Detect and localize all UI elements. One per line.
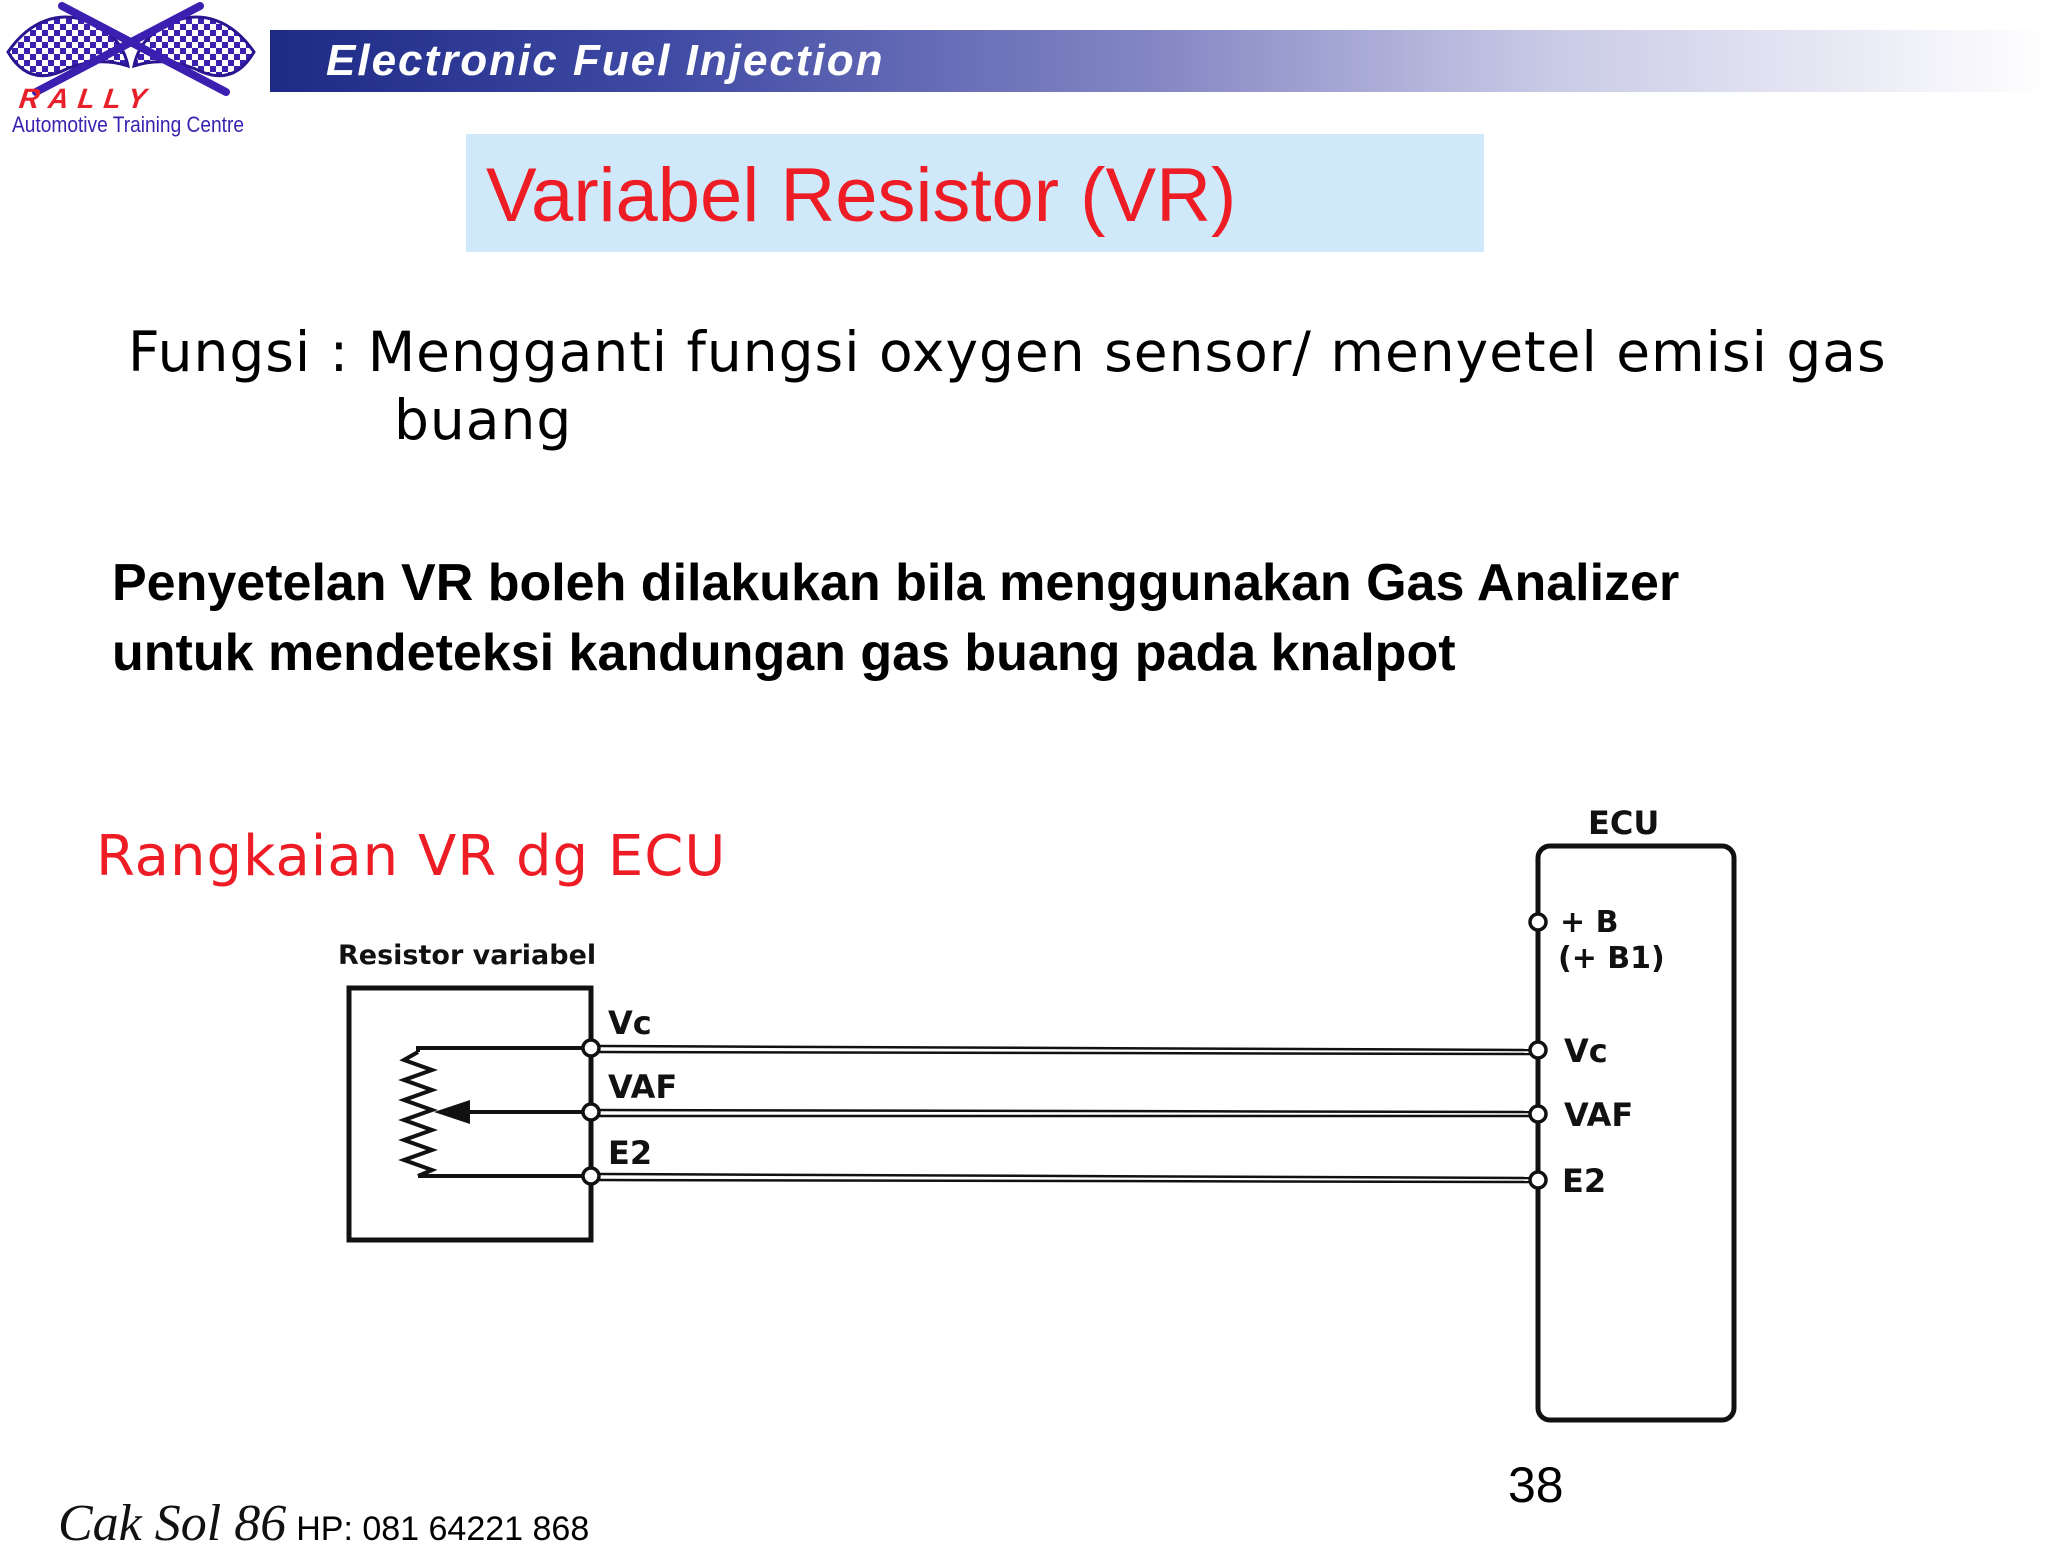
adjustment-note-line-2: untuk mendeteksi kandungan gas buang pada knalpot xyxy=(112,624,1456,682)
fungsi-line-1: Fungsi : Mengganti fungsi oxygen sensor/ menyetel emisi gas xyxy=(128,320,1887,384)
slide-title: Variabel Resistor (VR) xyxy=(486,153,1237,238)
resistor-pin-vaf: VAF xyxy=(608,1068,678,1106)
checkered-flags-icon xyxy=(0,0,262,140)
resistor-label: Resistor variabel xyxy=(338,940,597,971)
rally-logo xyxy=(0,0,262,140)
contact-phone: HP: 081 64221 868 xyxy=(296,1510,590,1548)
author-signature: Cak Sol 86 xyxy=(58,1495,287,1552)
ecu-pin-b1: (+ B1) xyxy=(1558,941,1665,976)
vr-ecu-wiring-diagram xyxy=(0,780,2048,1460)
resistor-pin-e2: E2 xyxy=(608,1134,653,1172)
page-number: 38 xyxy=(1508,1457,1564,1513)
resistor-pin-vc: Vc xyxy=(608,1004,652,1042)
ecu-pin-e2: E2 xyxy=(1562,1162,1607,1200)
ecu-pin-vaf: VAF xyxy=(1564,1096,1634,1134)
footer xyxy=(58,1494,589,1553)
signal-wires xyxy=(599,1046,1530,1182)
ecu-pin-b: + B xyxy=(1560,905,1619,940)
svg-text:RALLY: RALLY xyxy=(14,83,161,115)
adjustment-note xyxy=(112,548,1679,688)
fungsi-line-2: buang xyxy=(394,388,573,452)
ecu-pin-vc: Vc xyxy=(1564,1032,1608,1070)
svg-text:Automotive Training Centre: Automotive Training Centre xyxy=(12,112,244,137)
adjustment-note-line-1: Penyetelan VR boleh dilakukan bila menggunakan Gas Analizer xyxy=(112,554,1680,612)
wiper-arrow xyxy=(434,1100,590,1124)
circuit-caption: Rangkaian VR dg ECU xyxy=(96,824,727,889)
header-title: Electronic Fuel Injection xyxy=(326,36,885,85)
ecu-label: ECU xyxy=(1588,804,1660,842)
